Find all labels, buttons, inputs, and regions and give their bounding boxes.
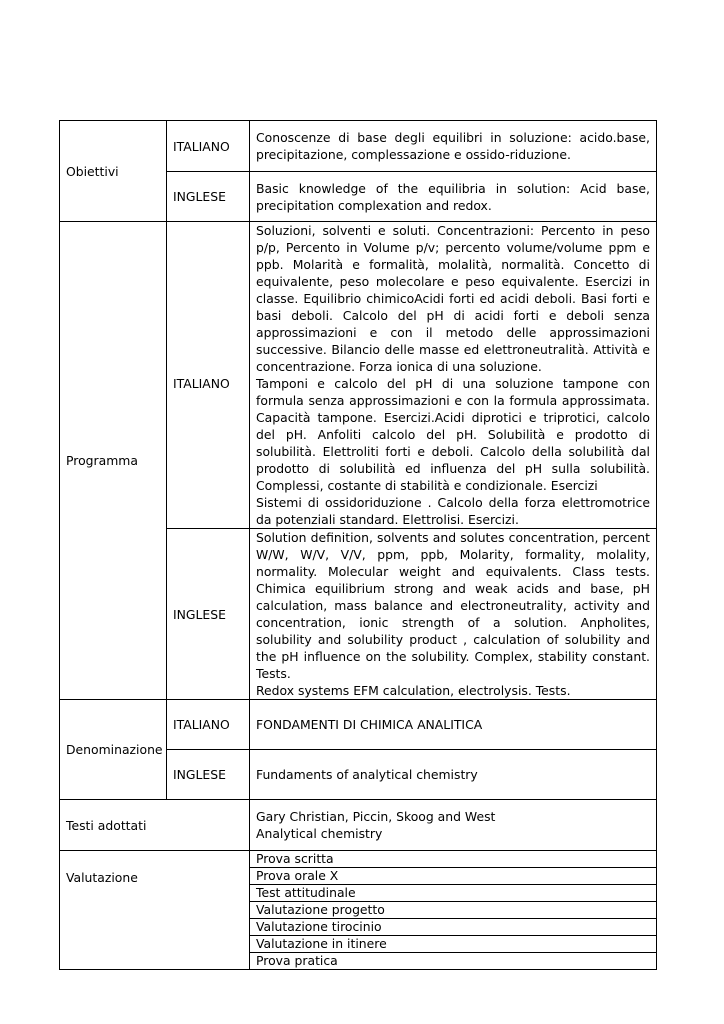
programma-italiano-text [250, 222, 657, 529]
programma-inglese-paragraph: Redox systems EFM calculation, electrolysis. Tests. [256, 683, 571, 698]
programma-row-italiano [60, 222, 657, 529]
denominazione-row-italiano [60, 700, 657, 750]
testi-line: Gary Christian, Piccin, Skoog and West [256, 809, 496, 824]
testi-label: Testi adottati [60, 800, 250, 851]
obiettivi-inglese-text: Basic knowledge of the equilibria in solution: Acid base, precipitation complexation and redox. [250, 172, 657, 222]
programma-inglese-paragraph: Solution definition, solvents and solutes concentration, percent W/W, W/V, V/V, ppm, ppb, Molarity, formality, molality, normality. Molecular weight and equivalents. Class tests. Chimica equilibrium strong and weak acids and base, pH calculation, mass balance and electroneutrality, activity and concentration, ionic strength of a solution. Anpholites, solubility and solubility product , calculation of solubility and the pH influence on the solubility. Complex, stability constant. Tests. [256, 530, 650, 681]
obiettivi-label: Obiettivi [60, 121, 167, 222]
programma-italiano-paragraph: Tamponi e calcolo del pH di una soluzione tampone con formula senza approssimazioni e con la formula approssimata. Capacità tampone. Esercizi.Acidi diprotici e triprotici, calcolo del pH. Anfoliti calcolo del pH. Solubilità e prodotto di solubilità. Elettroliti forti e deboli. Calcolo della solubilità dal prodotto di solubilità ed influenza del pH sulla solubilità. Complessi, costante di stabilità e condizionale. Esercizi [256, 376, 650, 493]
denominazione-inglese-text: Fundaments of analytical chemistry [250, 750, 657, 800]
valutazione-item: Test attitudinale [250, 885, 657, 902]
testi-row [60, 800, 657, 851]
valutazione-item: Valutazione tirocinio [250, 919, 657, 936]
programma-italiano-paragraph: Sistemi di ossidoriduzione . Calcolo della forza elettromotrice da potenziali standard. Elettrolisi. Esercizi. [256, 495, 650, 527]
valutazione-row [60, 851, 657, 868]
valutazione-item: Valutazione progetto [250, 902, 657, 919]
denominazione-label: Denominazione [60, 700, 167, 800]
valutazione-item: Prova scritta [250, 851, 657, 868]
valutazione-item: Prova pratica [250, 953, 657, 970]
testi-line: Analytical chemistry [256, 826, 383, 841]
valutazione-item: Prova orale X [250, 868, 657, 885]
programma-italiano-paragraph: Soluzioni, solventi e soluti. Concentrazioni: Percento in peso p/p, Percento in Volume p/v; percento volume/volume ppm e ppb. Molarità e formalità, molalità, normalità. Concetto di equivalente, peso molecolare e peso equivalente. Esercizi in classe. Equilibrio chimicoAcidi forti ed acidi deboli. Basi forti e basi deboli. Calcolo del pH di acidi forti e deboli senza approssimazioni e con il metodo delle approssimazioni successive. Bilancio delle masse ed elettroneutralità. Attività e concentrazione. Forza ionica di una soluzione. [256, 223, 650, 374]
obiettivi-italiano-label: ITALIANO [167, 121, 250, 172]
denominazione-italiano-text: FONDAMENTI DI CHIMICA ANALITICA [250, 700, 657, 750]
programma-label: Programma [60, 222, 167, 700]
programma-inglese-text [250, 529, 657, 700]
valutazione-item: Valutazione in itinere [250, 936, 657, 953]
testi-text [250, 800, 657, 851]
denominazione-italiano-label: ITALIANO [167, 700, 250, 750]
valutazione-label: Valutazione [60, 851, 250, 970]
obiettivi-row-italiano [60, 121, 657, 172]
programma-inglese-label: INGLESE [167, 529, 250, 700]
obiettivi-italiano-text: Conoscenze di base degli equilibri in soluzione: acido.base, precipitazione, complessazione e ossido-riduzione. [250, 121, 657, 172]
programma-italiano-label: ITALIANO [167, 222, 250, 529]
obiettivi-inglese-label: INGLESE [167, 172, 250, 222]
denominazione-inglese-label: INGLESE [167, 750, 250, 800]
course-info-table [59, 120, 657, 970]
